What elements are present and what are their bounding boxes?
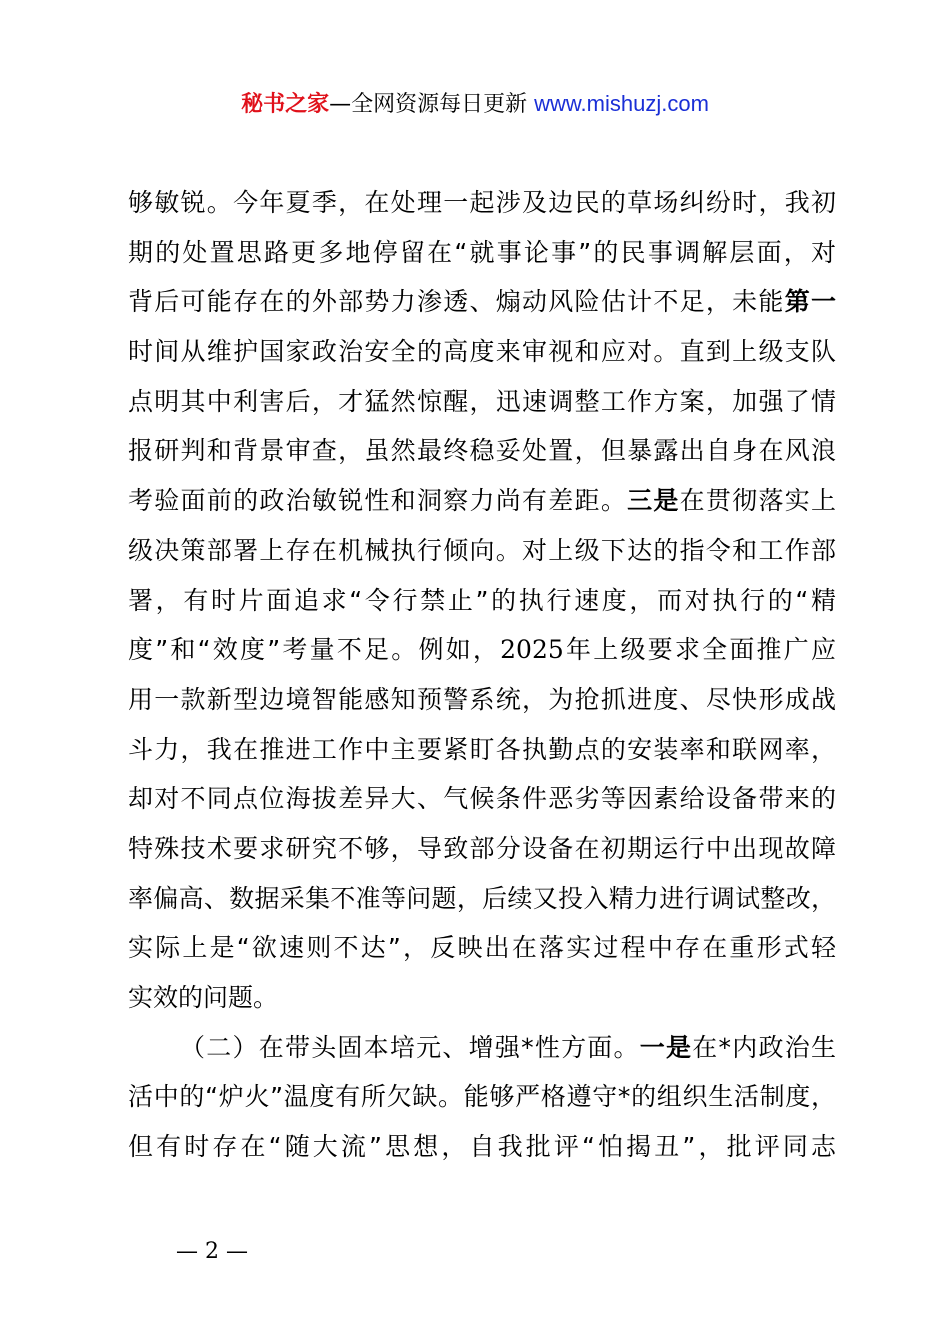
bold-keyword: 第一	[784, 287, 836, 317]
body-line	[128, 476, 836, 526]
body-line: 期的处置思路更多地停留在“就事论事”的民事调解层面，对	[128, 237, 836, 267]
brand-name: 秘书之家	[241, 92, 330, 117]
body-line	[128, 625, 836, 675]
body-text-segment: 考验面前的政治敏锐性和洞察力尚有差距。	[128, 486, 628, 516]
body-line: 点明其中利害后，才猛然惊醒，迅速调整工作方案，加强了情	[128, 386, 836, 416]
body-line: 但有时存在“随大流”思想，自我批评“怕揭丑”，批评同志	[128, 1132, 836, 1162]
body-line: 斗力，我在推进工作中主要紧盯各执勤点的安装率和联网率，	[128, 734, 836, 764]
body-line: 够敏锐。今年夏季，在处理一起涉及边民的草场纠纷时，我初	[128, 188, 836, 217]
body-text-segment: 在*内政治生	[692, 1032, 836, 1062]
body-text-segment: 在贯彻落实上	[679, 486, 836, 516]
bold-keyword: 一是	[639, 1032, 693, 1062]
body-line: 署，有时片面追求“令行禁止”的执行速度，而对执行的“精	[128, 585, 836, 615]
body-line: 率偏高、数据采集不准等问题，后续又投入精力进行调试整改，	[128, 883, 836, 913]
bold-keyword: 三是	[627, 486, 680, 516]
header-tagline: —全网资源每日更新	[329, 92, 528, 117]
year-number: 2025	[500, 635, 564, 665]
section-heading: （二）在带头固本培元、增强*性方面。	[180, 1032, 640, 1062]
section-heading-line	[128, 1023, 836, 1073]
body-line: 用一款新型边境智能感知预警系统，为抢抓进度、尽快形成战	[128, 684, 836, 714]
body-line: 实际上是“欲速则不达”，反映出在落实过程中存在重形式轻	[128, 933, 836, 963]
body-line: 活中的“炉火”温度有所欠缺。能够严格遵守*的组织生活制度，	[128, 1082, 836, 1112]
page-number: — 2 —	[176, 1239, 248, 1264]
body-line: 特殊技术要求研究不够，导致部分设备在初期运行中出现故障	[128, 833, 836, 863]
site-url-link[interactable]: www.mishuzj.com	[534, 91, 709, 116]
body-line: 级决策部署上存在机械执行倾向。对上级下达的指令和工作部	[128, 535, 836, 565]
document-body	[128, 178, 836, 1172]
body-text-segment: 背后可能存在的外部势力渗透、煽动风险估计不足，未能	[128, 287, 785, 317]
body-text-segment: 度”和“效度”考量不足。例如，	[128, 635, 501, 665]
body-line: 实效的问题。	[128, 983, 279, 1012]
body-line: 却对不同点位海拔差异大、气候条件恶劣等因素给设备带来的	[128, 784, 836, 814]
body-text-segment: 年上级要求全面推广应	[563, 635, 836, 665]
body-line: 时间从维护国家政治安全的高度来审视和应对。直到上级支队	[128, 337, 836, 367]
body-line: 报研判和背景审查，虽然最终稳妥处置，但暴露出自身在风浪	[128, 436, 836, 466]
body-line	[128, 277, 836, 327]
site-header	[0, 86, 950, 123]
